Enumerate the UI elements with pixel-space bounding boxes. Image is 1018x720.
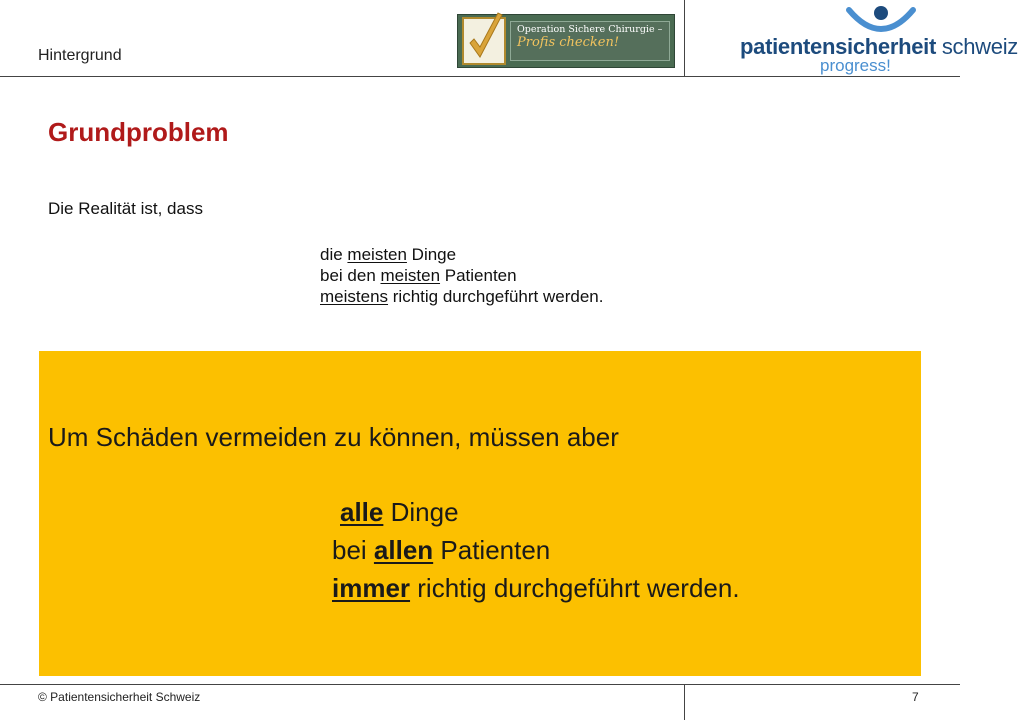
header-rule bbox=[0, 76, 960, 77]
highlight-line-3-post: richtig durchgeführt werden. bbox=[410, 573, 740, 603]
organization-logo bbox=[740, 4, 1018, 75]
checkmark-icon bbox=[462, 17, 506, 65]
logo-name-bold: patientensicherheit bbox=[740, 34, 937, 59]
highlight-line-2-pre: bei bbox=[332, 535, 374, 565]
highlight-line-3-emphasis: immer bbox=[332, 573, 411, 603]
person-smile-icon bbox=[845, 4, 917, 38]
footer-rule bbox=[0, 684, 960, 685]
campaign-badge-text bbox=[510, 21, 670, 61]
reality-line-1-post: Dinge bbox=[406, 245, 457, 264]
section-label: Hintergrund bbox=[38, 47, 122, 64]
campaign-badge-line2: Profis checken! bbox=[517, 34, 620, 50]
page-number: 7 bbox=[912, 690, 919, 704]
reality-line-1-pre: die bbox=[320, 245, 348, 264]
logo-tagline: progress! bbox=[820, 56, 891, 75]
highlight-line-2-post: Patienten bbox=[433, 535, 551, 565]
highlight-line-1-post: Dinge bbox=[383, 497, 459, 527]
highlight-line-2-emphasis: allen bbox=[373, 535, 434, 565]
logo-name-light: schweiz bbox=[936, 34, 1018, 59]
highlight-line-2 bbox=[332, 535, 740, 573]
reality-line-1-emphasis: meisten bbox=[347, 245, 407, 264]
reality-line-2 bbox=[320, 265, 603, 286]
intro-text: Die Realität ist, dass bbox=[48, 199, 203, 218]
footer-divider bbox=[684, 684, 685, 720]
highlight-line-3 bbox=[332, 573, 740, 611]
header-divider bbox=[684, 0, 685, 76]
reality-line-3-emphasis: meistens bbox=[320, 287, 389, 306]
reality-line-1 bbox=[320, 244, 603, 265]
campaign-badge bbox=[457, 14, 675, 68]
reality-line-2-pre: bei den bbox=[320, 266, 381, 285]
reality-line-2-post: Patienten bbox=[440, 266, 517, 285]
reality-statement bbox=[320, 244, 603, 307]
campaign-badge-line1: Operation Sichere Chirurgie – bbox=[517, 24, 663, 35]
slide-title: Grundproblem bbox=[48, 117, 229, 147]
reality-line-2-emphasis: meisten bbox=[380, 266, 441, 285]
reality-line-3-post: richtig durchgeführt werden. bbox=[388, 287, 604, 306]
footer-copyright: © Patientensicherheit Schweiz bbox=[38, 690, 201, 704]
reality-line-3 bbox=[320, 286, 603, 307]
highlight-line-1-emphasis: alle bbox=[340, 497, 384, 527]
highlight-lead: Um Schäden vermeiden zu können, müssen aber bbox=[48, 422, 619, 452]
highlight-line-1 bbox=[332, 497, 740, 535]
highlight-statement bbox=[332, 497, 740, 611]
